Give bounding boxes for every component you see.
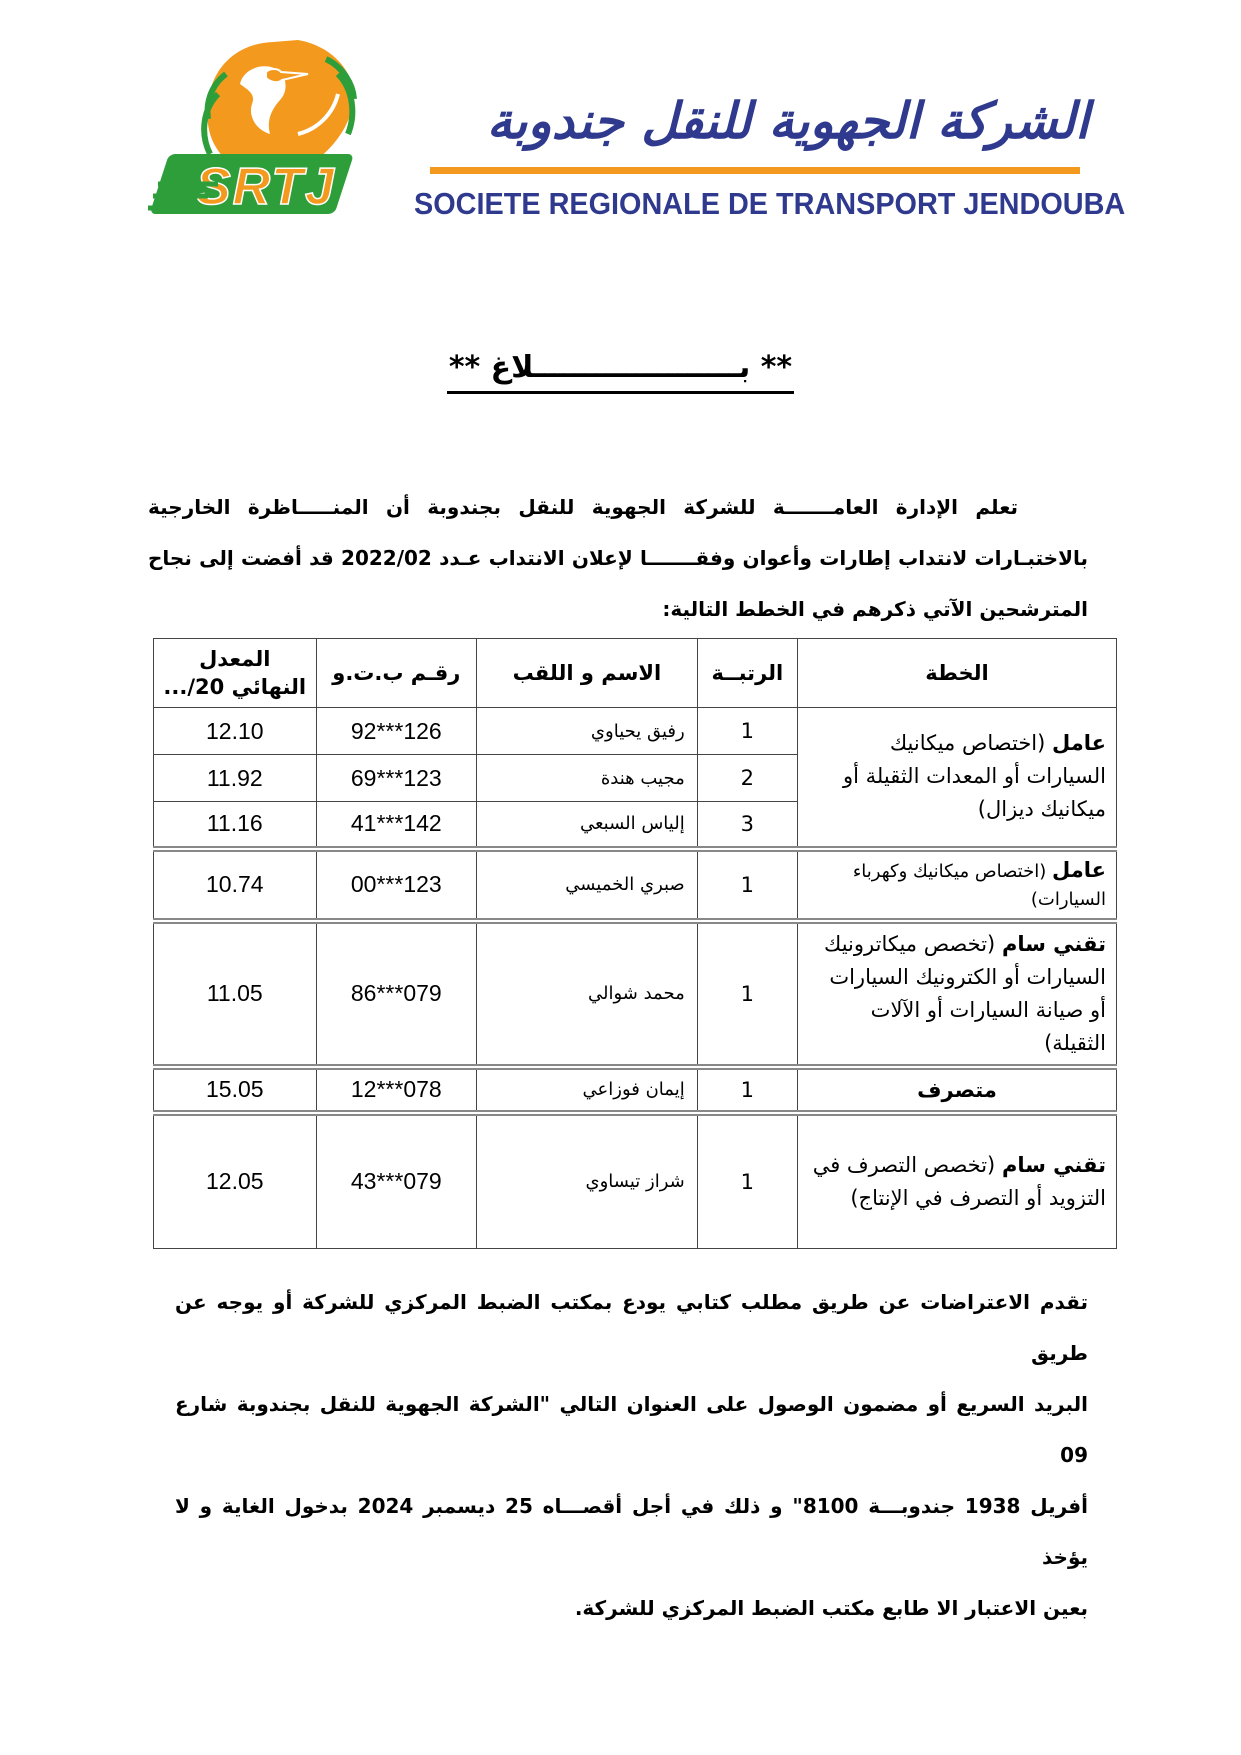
id-cell: 126***92	[316, 708, 477, 755]
id-cell: 078***12	[316, 1067, 477, 1113]
header-rank: الرتبــة	[697, 639, 797, 708]
objection-line: البريد السريع أو مضمون الوصول على العنوان التالي "الشركة الجهوية للنقل بجندوبة شارع 09	[175, 1392, 1088, 1467]
intro-line: تعلم الإدارة العامـــــــة للشركة الجهوية للنقل بجندوبة أن المنـــــاظرة الخارجية	[148, 495, 1018, 519]
objection-line: أفريل 1938 جندوبـــة 8100" و ذلك في أجل أقصـــاه 25 ديسمبر 2024 بدخول الغاية و لا يؤخذ	[175, 1494, 1088, 1569]
id-cell: 142***41	[316, 802, 477, 849]
intro-paragraph	[148, 482, 1088, 635]
plan-detail: (اختصاص ميكانيك وكهرباء السيارات)	[852, 860, 1106, 910]
plan-cell	[798, 708, 1117, 849]
table-row	[154, 1067, 1117, 1113]
plan-title: عامل	[1052, 731, 1106, 756]
rank-cell: 1	[697, 1113, 797, 1249]
intro-line: المترشحين الآتي ذكرهم في الخطط التالية:	[662, 597, 1088, 621]
name-cell: رفيق يحياوي	[477, 708, 698, 755]
plan-cell	[798, 1113, 1117, 1249]
company-name-french: SOCIETE REGIONALE DE TRANSPORT JENDOUBA	[414, 186, 1126, 221]
table-row	[154, 921, 1117, 1067]
average-cell: 11.05	[154, 921, 317, 1067]
header-name: الاسم و اللقب	[477, 639, 698, 708]
notice-title-wrapper	[0, 350, 1241, 394]
table-row	[154, 708, 1117, 755]
plan-cell	[798, 921, 1117, 1067]
plan-detail: (تخصص التصرف في التزويد أو التصرف في الإنتاج)	[812, 1152, 1106, 1210]
header-divider	[430, 167, 1080, 174]
id-cell: 079***43	[316, 1113, 477, 1249]
rank-cell: 1	[697, 708, 797, 755]
notice-title: ** بــــــــــــــــــــلاغ **	[447, 350, 794, 394]
average-cell: 12.10	[154, 708, 317, 755]
plan-cell	[798, 849, 1117, 921]
plan-detail: (تخصص ميكاترونيك السيارات أو الكترونيك السيارات أو صيانة السيارات أو الآلات الثقيلة)	[824, 931, 1106, 1055]
table-row	[154, 1113, 1117, 1249]
plan-title: متصرف	[917, 1077, 997, 1102]
name-cell: صبري الخميسي	[477, 849, 698, 921]
average-cell: 11.16	[154, 802, 317, 849]
table-row	[154, 849, 1117, 921]
average-cell: 10.74	[154, 849, 317, 921]
plan-title: تقني سام	[1001, 1152, 1106, 1177]
results-table	[153, 638, 1117, 1249]
intro-line: بالاختبـارات لانتداب إطارات وأعوان وفقـــــــا لإعلان الانتداب عـدد 2022/02 قد أفضت إلى نجاح	[148, 546, 1088, 570]
company-name-arabic: الشركة الجهوية للنقل جندوبة	[486, 92, 1089, 150]
average-cell: 15.05	[154, 1067, 317, 1113]
rank-cell: 1	[697, 921, 797, 1067]
id-cell: 079***86	[316, 921, 477, 1067]
header-plan: الخطة	[798, 639, 1117, 708]
plan-title: عامل	[1052, 857, 1106, 882]
rank-cell: 1	[697, 1067, 797, 1113]
header-average: المعدل النهائي 20/...	[154, 639, 317, 708]
name-cell: إلياس السبعي	[477, 802, 698, 849]
plan-detail: (اختصاص ميكانيك السيارات أو المعدات الثقيلة أو ميكانيك ديزال)	[843, 731, 1106, 822]
name-cell: إيمان فوزاعي	[477, 1067, 698, 1113]
average-cell: 11.92	[154, 755, 317, 802]
rank-cell: 3	[697, 802, 797, 849]
header-id: رقـم ب.ت.و	[316, 639, 477, 708]
objection-line: بعين الاعتبار الا طابع مكتب الضبط المركزي للشركة.	[574, 1596, 1088, 1620]
rank-cell: 1	[697, 849, 797, 921]
plan-cell	[798, 1067, 1117, 1113]
average-cell: 12.05	[154, 1113, 317, 1249]
objection-line: تقدم الاعتراضات عن طريق مطلب كتابي يودع بمكتب الضبط المركزي للشركة أو يوجه عن طريق	[175, 1290, 1088, 1365]
name-cell: مجيب هندة	[477, 755, 698, 802]
objection-paragraph	[175, 1277, 1088, 1634]
id-cell: 123***69	[316, 755, 477, 802]
name-cell: محمد شوالي	[477, 921, 698, 1067]
table-header-row	[154, 639, 1117, 708]
name-cell: شراز تيساوي	[477, 1113, 698, 1249]
logo-wordmark: SRTJ	[196, 158, 336, 216]
id-cell: 123***00	[316, 849, 477, 921]
rank-cell: 2	[697, 755, 797, 802]
company-logo	[148, 34, 398, 234]
plan-title: تقني سام	[1001, 931, 1106, 956]
